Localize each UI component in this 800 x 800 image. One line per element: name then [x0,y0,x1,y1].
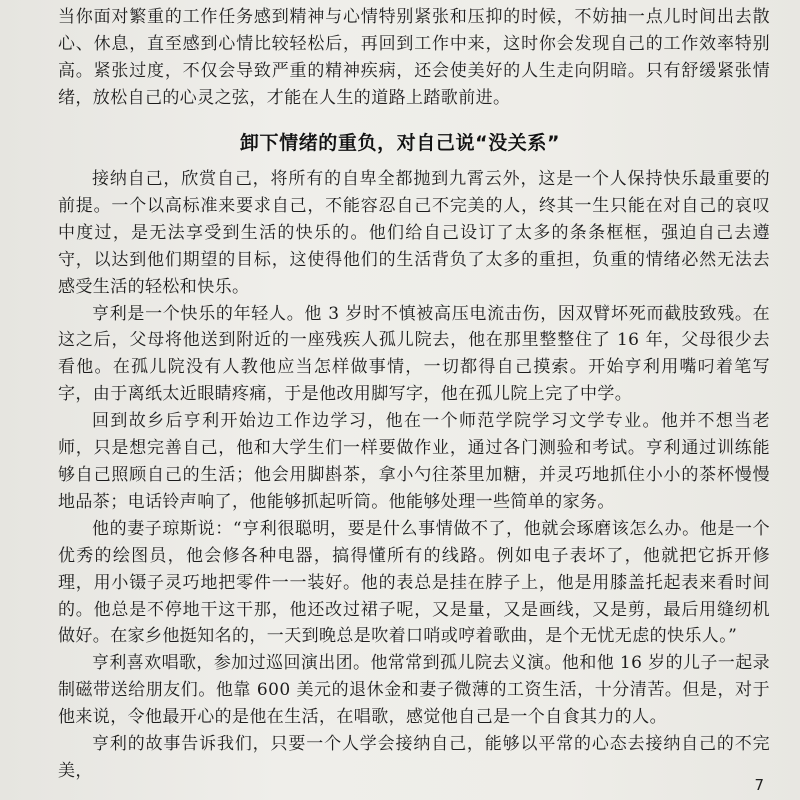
body-paragraph: 亨利是一个快乐的年轻人。他 3 岁时不慎被高压电流击伤，因双臂坏死而截肢致残。在这之后，父母将他送到附近的一座残疾人孤儿院去，他在那里整整住了 16 年，父母很少去看他。在孤儿院没有人教他应当怎样做事情，一切都得自己摸索。开始亨利用嘴叼着笔写字，由于离纸太近眼睛疼痛，于是他改用脚写字，他在孤儿院上完了中学。 [58,303,770,405]
section-heading: 卸下情绪的重负，对自己说“没关系” [239,132,561,154]
body-paragraph: 回到故乡后亨利开始边工作边学习，他在一个师范学院学习文学专业。他并不想当老师，只是想完善自己，他和大学生们一样要做作业，通过各门测验和考试。亨利通过训练能够自己照顾自己的生活；他会用脚斟茶，拿小勺往茶里加糖，并灵巧地抓住小小的茶杯慢慢地品茶；电话铃声响了，他能够抓起听筒。他能够处理一些简单的家务。 [58,411,770,512]
page-number: 7 [754,776,764,794]
body-paragraph: 接纳自己，欣赏自己，将所有的自卑全都抛到九霄云外，这是一个人保持快乐最重要的前提。一个以高标准来要求自己，不能容忍自己不完美的人，终其一生只能在对自己的哀叹中度过，是无法享受到生活的快乐的。他们给自己设订了太多的条条框框，强迫自己去遵守，以达到他们期望的目标，这使得他们的生活背负了太多的重担，负重的情绪必然无法去感受生活的轻松和快乐。 [58,169,770,297]
intro-paragraph: 当你面对繁重的工作任务感到精神与心情特别紧张和压抑的时候，不妨抽一点儿时间出去散心、休息，直至感到心情比较轻松后，再回到工作中来，这时你会发现自己的工作效率特别高。紧张过度，不仅会导致严重的精神疾病，还会使美好的人生走向阴暗。只有舒缓紧张情绪，放松自己的心灵之弦，才能在人生的道路上踏歌前进。 [58,7,770,108]
body-paragraph: 亨利的故事告诉我们，只要一个人学会接纳自己，能够以平常的心态去接纳自己的不完美， [58,734,770,781]
body-paragraph: 亨利喜欢唱歌，参加过巡回演出团。他常常到孤儿院去义演。他和他 16 岁的儿子一起录制磁带送给朋友们。他靠 600 美元的退休金和妻子微薄的工资生活，十分清苦。但是，对于他来说，令他最开心的是他在生活，在唱歌，感觉他自己是一个自食其力的人。 [58,653,770,728]
body-paragraph: 他的妻子琼斯说：“亨利很聪明，要是什么事情做不了，他就会琢磨该怎么办。他是一个优秀的绘图员，他会修各种电器，搞得懂所有的线路。例如电子表坏了，他就把它拆开修理，用小镊子灵巧地把零件一一装好。他的表总是挂在脖子上，他是用膝盖托起表来看时间的。他总是不停地干这干那，他还改过裙子呢，又是量，又是画线，又是剪，最后用缝纫机做好。在家乡他挺知名的，一天到晚总是吹着口哨或哼着歌曲，是个无忧无虑的快乐人。” [58,518,770,647]
section-body [58,166,770,785]
intro-paragraph-block [58,4,770,112]
